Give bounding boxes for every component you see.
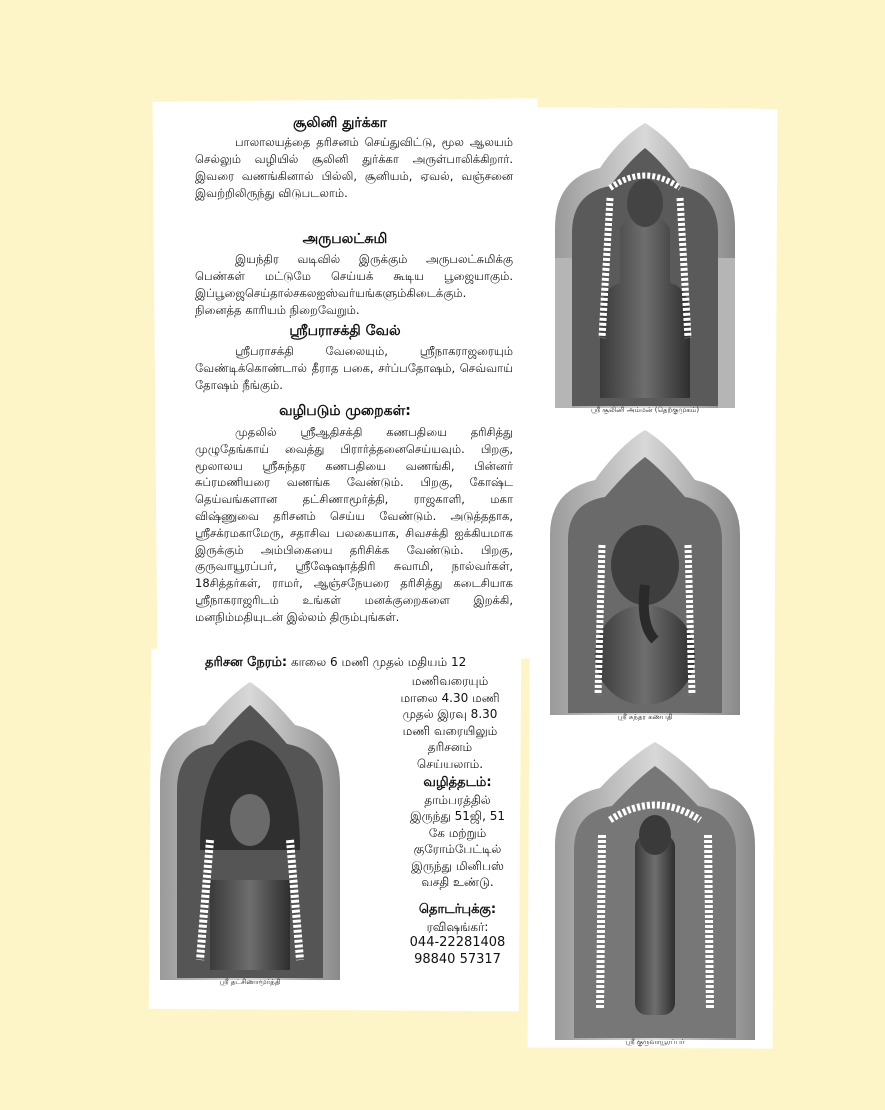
contact-phone: 044-22281408 xyxy=(409,935,506,950)
route-block xyxy=(395,775,520,891)
heading-sulini: சூலினி துர்க்கா xyxy=(293,115,387,131)
standing-deity-idol-icon xyxy=(550,740,760,1040)
figure-bottom-left xyxy=(155,680,345,1000)
para-arupa: இயந்திர வடிவில் இருக்கும் அருபலட்சுமிக்கு பெண்கள் மட்டுமே செய்யக் கூடிய பூஜையாகும். இப்பூஜைசெய்தால்சகலஐஸ்வர்யங்களும்கிடைக்கும். நினைத்த காரியம் நிறைவேறும். xyxy=(195,252,513,317)
figure-bottom-right xyxy=(550,740,760,1060)
darshan-first-line: காலை 6 மணி முதல் மதியம் 12 xyxy=(290,655,467,669)
darshan-line: தரிசனம் xyxy=(427,740,473,754)
caption-top-right: ஸ்ரீ சூலினி அம்மன் (தெற்குமுகம்) xyxy=(590,406,700,414)
para-sulini: பாலாலயத்தை தரிசனம் செய்துவிட்டு, மூல ஆலயம் செல்லும் வழியில் சூலினி துர்க்கா அருள்பாலிக்கிறார். இவரை வணங்கினால் பில்லி, சூனியம், ஏவல், வஞ்சனை இவற்றிலிருந்து விடுபடலாம். xyxy=(195,135,513,200)
contact-block xyxy=(395,902,520,968)
darshan-rest xyxy=(385,673,515,772)
seated-goddess-idol-icon xyxy=(540,108,750,408)
figure-top-right xyxy=(540,108,750,418)
route-line: குரோம்பேட்டில் xyxy=(413,842,502,856)
caption-bottom-left: ஸ்ரீ தட்சிணாமூர்த்தி xyxy=(219,978,281,986)
darshan-line: செய்யலாம். xyxy=(416,756,484,771)
para-worship: முதலில் ஸ்ரீஆதிசக்தி கணபதியை தரிசித்து முழுதேங்காய் வைத்து பிரார்த்தனைசெய்யவும். பிறகு, மூலாலய ஸ்ரீசுந்தர கணபதியை வணங்கி, பின்னர் சுப்ரமணியரை வணங்க வேண்டும். பிறகு, கோஷ்ட தெய்வங்களான தட்சிணாமூர்த்தி, ராஜகாளி, மகா விஷ்ணுவை தரிசனம் செய்ய வேண்டும். அடுத்ததாக, ஸ்ரீசக்ரமகாமேரு, சதாசிவ பலகையாக, சிவசக்தி ஐக்கியமாக இருக்கும் அம்பிகையை தரிசிக்க வேண்டும். பிறகு, குருவாயூரப்பர், ஸ்ரீஷேஷாத்திரி சுவாமி, நால்வர்கள், 18சித்தர்கள், ராமர், ஆஞ்சநேயரை தரிசித்து கடைசியாக ஸ்ரீநாகராஜரிடம் உங்கள் மனக்குறைகளை இறக்கி, மனநிம்மதியுடன் இல்லம் திரும்புங்கள். xyxy=(195,425,513,624)
route-line: தாம்பரத்தில் xyxy=(424,792,491,807)
route-line: கே மற்றும் xyxy=(428,825,487,840)
caption-bottom-right: ஸ்ரீ குருவாயூரப்பர் xyxy=(625,1038,685,1046)
route-line: இருந்து 51ஜி, 51 xyxy=(409,809,506,823)
darshan-label: தரிசன நேரம்: xyxy=(205,655,288,670)
heading-worship: வழிபடும் முறைகள்: xyxy=(279,403,411,419)
figure-middle-right xyxy=(540,425,750,725)
heading-vel: ஸ்ரீபராசக்தி வேல் xyxy=(289,323,401,339)
contact-mobile: 98840 57317 xyxy=(414,951,501,967)
contact-name: ரவிஷங்கர்: xyxy=(426,919,489,934)
route-line: வசதி உண்டு. xyxy=(421,875,494,889)
heading-arupa: அருபலட்சுமி xyxy=(302,231,388,247)
para-vel: ஸ்ரீபராசக்தி வேலையும், ஸ்ரீநாகராஜரையும் வேண்டிக்கொண்டால் தீராத பகை, சர்ப்பதோஷம், செவ்வாய் தோஷம் நீங்கும். xyxy=(195,344,513,392)
darshan-line1 xyxy=(205,655,515,671)
caption-middle-right: ஸ்ரீ சுந்தர கணபதி xyxy=(617,713,673,721)
contact-label: தொடர்புக்கு: xyxy=(418,902,497,917)
ganapathi-idol-icon xyxy=(540,425,750,715)
darshan-line: மணி வரையிலும் xyxy=(402,723,498,738)
darshan-line: மணிவரையும் xyxy=(411,674,489,688)
naga-shrine-idol-icon xyxy=(155,680,345,980)
route-line: இருந்து மினிபஸ் xyxy=(411,858,504,873)
darshan-line: மாலை 4.30 மணி xyxy=(400,690,500,705)
darshan-line: முதல் இரவு 8.30 xyxy=(402,707,498,721)
route-label: வழித்தடம்: xyxy=(423,775,492,790)
